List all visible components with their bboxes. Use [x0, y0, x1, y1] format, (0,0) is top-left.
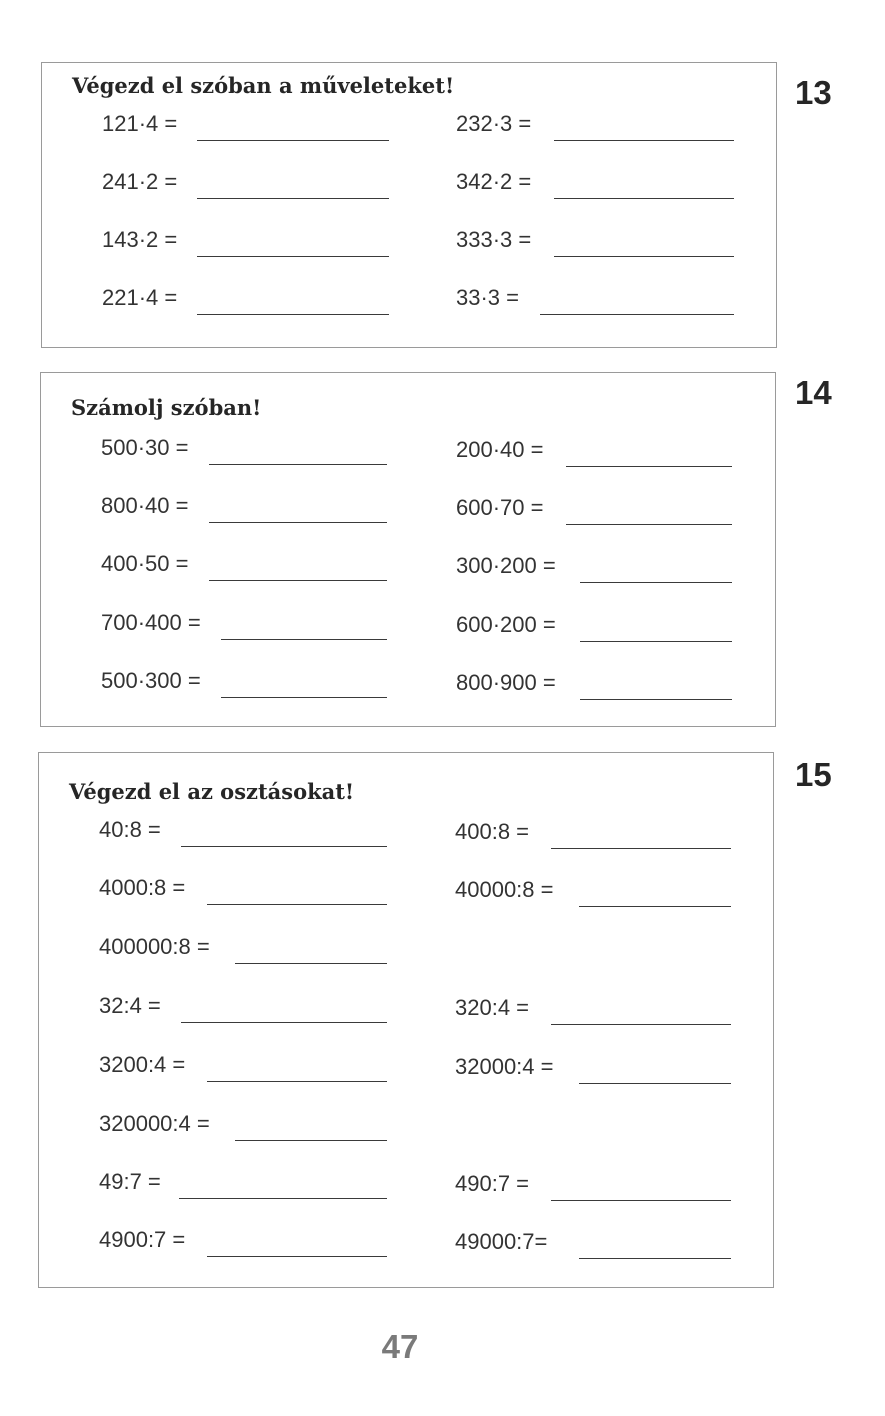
answer-blank[interactable]: [579, 1083, 731, 1084]
exercise-13-row: [102, 167, 392, 199]
exercise-15-row: [455, 1052, 745, 1084]
equation: 200·40 =: [456, 437, 544, 462]
equation: 4900:7 =: [99, 1227, 186, 1252]
equation: 300·200 =: [456, 553, 556, 578]
exercise-15-row: [99, 1109, 389, 1141]
answer-blank[interactable]: [551, 1200, 731, 1201]
exercise-15-row: [99, 873, 389, 905]
equation: 320000:4 =: [99, 1111, 210, 1136]
answer-blank[interactable]: [197, 140, 389, 141]
exercise-15-row: [99, 815, 389, 847]
equation: 320:4 =: [455, 995, 530, 1020]
equation: 500·30 =: [101, 435, 189, 460]
answer-blank[interactable]: [181, 846, 387, 847]
equation: 800·900 =: [456, 670, 556, 695]
equation: 700·400 =: [101, 610, 201, 635]
exercise-14-row: [101, 666, 391, 698]
equation: 40000:8 =: [455, 877, 554, 902]
exercise-15-row: [455, 1227, 745, 1259]
exercise-15-row: [455, 1169, 745, 1201]
exercise-15-row: [99, 1167, 389, 1199]
exercise-13-row: [102, 225, 392, 257]
equation: 121·4 =: [102, 111, 178, 136]
equation: 49:7 =: [99, 1169, 161, 1194]
answer-blank[interactable]: [209, 522, 387, 523]
answer-blank[interactable]: [207, 1256, 387, 1257]
exercise-13-row: [456, 109, 746, 141]
answer-blank[interactable]: [207, 904, 387, 905]
answer-blank[interactable]: [554, 256, 734, 257]
exercise-15-row: [99, 1225, 389, 1257]
exercise-14-box: [40, 372, 776, 727]
page-number: 47: [381, 1328, 419, 1365]
equation: 33·3 =: [456, 285, 519, 310]
exercise-14-row: [456, 610, 746, 642]
answer-blank[interactable]: [579, 1258, 731, 1259]
answer-blank[interactable]: [197, 256, 389, 257]
equation: 241·2 =: [102, 169, 178, 194]
equation: 342·2 =: [456, 169, 532, 194]
answer-blank[interactable]: [207, 1081, 387, 1082]
exercise-13-row: [456, 167, 746, 199]
answer-blank[interactable]: [197, 314, 389, 315]
exercise-15-row: [455, 817, 745, 849]
exercise-13-row: [102, 109, 392, 141]
exercise-14-row: [101, 549, 391, 581]
answer-blank[interactable]: [551, 1024, 731, 1025]
exercise-15-number: 15: [795, 756, 832, 793]
answer-blank[interactable]: [540, 314, 734, 315]
answer-blank[interactable]: [179, 1198, 387, 1199]
exercise-14-row: [456, 668, 746, 700]
exercise-15-box: [38, 752, 774, 1288]
exercise-14-title: Számolj szóban!: [71, 395, 262, 420]
answer-blank[interactable]: [235, 1140, 387, 1141]
exercise-15-row: [99, 991, 389, 1023]
equation: 400:8 =: [455, 819, 530, 844]
exercise-13-row: [456, 225, 746, 257]
exercise-14-row: [456, 493, 746, 525]
answer-blank[interactable]: [554, 198, 734, 199]
answer-blank[interactable]: [551, 848, 731, 849]
exercise-13-row: [456, 283, 746, 315]
equation: 3200:4 =: [99, 1052, 186, 1077]
equation: 500·300 =: [101, 668, 201, 693]
equation: 143·2 =: [102, 227, 178, 252]
equation: 400·50 =: [101, 551, 189, 576]
answer-blank[interactable]: [209, 464, 387, 465]
answer-blank[interactable]: [221, 697, 387, 698]
exercise-14-number: 14: [795, 374, 832, 411]
exercise-15-row: [99, 932, 389, 964]
exercise-15-row: [455, 875, 745, 907]
answer-blank[interactable]: [181, 1022, 387, 1023]
equation: 400000:8 =: [99, 934, 210, 959]
exercise-13-number: 13: [795, 74, 832, 111]
answer-blank[interactable]: [554, 140, 734, 141]
exercise-14-row: [456, 551, 746, 583]
equation: 32:4 =: [99, 993, 161, 1018]
equation: 600·200 =: [456, 612, 556, 637]
exercise-14-row: [456, 435, 746, 467]
equation: 32000:4 =: [455, 1054, 554, 1079]
equation: 221·4 =: [102, 285, 178, 310]
exercise-13-row: [102, 283, 392, 315]
answer-blank[interactable]: [580, 641, 732, 642]
equation: 232·3 =: [456, 111, 532, 136]
answer-blank[interactable]: [566, 524, 732, 525]
equation: 800·40 =: [101, 493, 189, 518]
equation: 600·70 =: [456, 495, 544, 520]
answer-blank[interactable]: [580, 582, 732, 583]
answer-blank[interactable]: [580, 699, 732, 700]
exercise-13-box: [41, 62, 777, 348]
equation: 4000:8 =: [99, 875, 186, 900]
exercise-14-row: [101, 491, 391, 523]
answer-blank[interactable]: [221, 639, 387, 640]
equation: 49000:7=: [455, 1229, 548, 1254]
answer-blank[interactable]: [579, 906, 731, 907]
exercise-15-row: [99, 1050, 389, 1082]
answer-blank[interactable]: [566, 466, 732, 467]
answer-blank[interactable]: [197, 198, 389, 199]
exercise-15-title: Végezd el az osztásokat!: [69, 779, 355, 804]
equation: 333·3 =: [456, 227, 532, 252]
exercise-14-row: [101, 608, 391, 640]
equation: 40:8 =: [99, 817, 161, 842]
answer-blank[interactable]: [209, 580, 387, 581]
exercise-13-title: Végezd el szóban a műveleteket!: [72, 73, 455, 98]
equation: 490:7 =: [455, 1171, 530, 1196]
exercise-14-row: [101, 433, 391, 465]
exercise-15-row: [455, 993, 745, 1025]
answer-blank[interactable]: [235, 963, 387, 964]
